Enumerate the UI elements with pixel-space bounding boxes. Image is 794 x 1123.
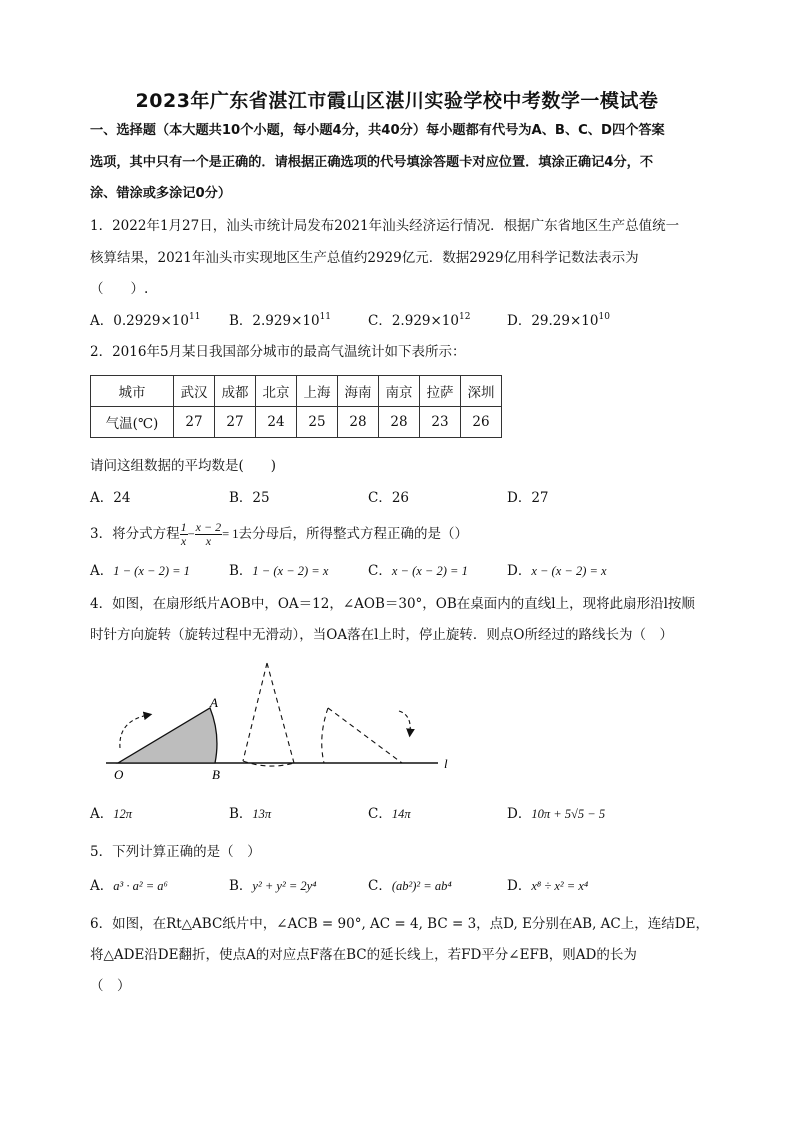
rotation-arrow-right [399,711,410,733]
sector-aob [118,708,217,763]
option-value: 1 − (x − 2) = x [252,564,329,578]
table-row-label: 气温(℃) [91,407,174,438]
option-label: B． [229,806,253,822]
option-value: 2.929×10 [391,313,459,329]
option-label: D． [507,878,532,894]
option-value: x − (x − 2) = 1 [391,564,468,578]
q1-option-a[interactable] [90,311,200,331]
q2-option-d[interactable] [507,488,549,508]
table-row [91,407,502,438]
table-cell-city: 北京 [256,376,297,407]
q2-question: 请问这组数据的平均数是( ) [90,458,277,474]
label-o: O [114,767,124,782]
table-header-cell: 城市 [91,376,174,407]
option-exponent: 12 [458,312,471,322]
option-label: A． [90,878,114,894]
table-cell-city: 武汉 [174,376,215,407]
option-exponent: 11 [319,312,332,322]
label-a: A [210,695,218,710]
option-value: x − (x − 2) = x [531,564,607,578]
option-value: 25 [252,490,270,506]
equals-one: = 1 [222,527,239,541]
option-value: 24 [113,490,131,506]
table-cell-city: 深圳 [461,376,502,407]
option-label: A． [90,490,114,506]
sector-rotated-tilted [322,708,402,763]
rotation-figure [100,655,470,785]
fraction-2 [195,521,222,548]
option-value: x⁸ ÷ x² = x⁴ [531,879,589,893]
label-b: B [212,767,220,782]
option-exponent: 11 [188,312,201,322]
q2-option-a[interactable] [90,488,130,508]
fraction-denominator: x [180,534,187,548]
table-cell-temp: 25 [297,407,338,438]
option-label: B． [229,490,253,506]
section-heading-line2: 选项，其中只有一个是正确的．请根据正确选项的代号填涂答题卡对应位置．填涂正确记4分，不 [90,155,654,170]
option-label: C． [368,878,392,894]
table-cell-city: 成都 [215,376,256,407]
option-label: D． [507,313,532,329]
q5-option-b[interactable] [229,876,317,896]
table-cell-city: 拉萨 [420,376,461,407]
option-value: 27 [531,490,549,506]
option-exponent: 10 [598,312,610,322]
fraction-numerator: 1 [180,520,187,534]
q4-option-b[interactable] [229,804,271,824]
option-value: 10π + 5√5 − 5 [531,807,606,821]
q5-option-a[interactable] [90,876,168,896]
q2-stem: 2．2016年5月某日我国部分城市的最高气温统计如下表所示： [90,344,466,360]
q3-option-c[interactable] [368,561,468,581]
option-label: C． [368,313,392,329]
q3-prefix: 3．将分式方程 [90,526,180,542]
q1-option-d[interactable] [507,311,610,331]
label-l: l [444,756,448,771]
q3-stem [90,520,710,548]
q1-stem-line1: 1．2022年1月27日，汕头市统计局发布2021年汕头经济运行情况．根据广东省地区生产总值统一 [90,218,680,234]
fraction-denominator: x [205,534,212,548]
table-cell-temp: 23 [420,407,461,438]
option-value: (ab²)² = ab⁴ [391,879,452,893]
option-value: 0.2929×10 [113,313,189,329]
sector-rotated-upright [243,663,294,766]
q1-stem-line2: 核算结果，2021年汕头市实现地区生产总值约2929亿元．数据2929亿用科学记数法表示为 [90,250,639,266]
option-label: C． [368,490,392,506]
q6-stem-line1: 6．如图，在Rt△ABC纸片中，∠ACB = 90°, AC = 4, BC = 3，点D, E分别在AB, AC上，连结DE， [90,916,709,932]
option-label: B． [229,563,253,579]
option-value: 26 [391,490,410,506]
option-value: a³ · a² = a⁶ [113,879,168,893]
minus-sign: − [187,527,195,541]
option-label: D． [507,806,532,822]
option-label: C． [368,806,392,822]
option-value: 1 − (x − 2) = 1 [113,564,190,578]
table-cell-temp: 27 [215,407,256,438]
option-value: 12π [113,807,133,821]
rotation-arrow-left [120,715,148,748]
table-cell-temp: 27 [174,407,215,438]
q5-option-d[interactable] [507,876,588,896]
q4-stem-line1: 4．如图，在扇形纸片AOB中，OA＝12，∠AOB＝30°，OB在桌面内的直线l上，现将此扇形沿l按顺 [90,596,695,612]
option-label: A． [90,313,114,329]
section-heading-line1: 一、选择题（本大题共10个小题，每小题4分，共40分）每小题都有代号为A、B、C、D四个答案 [90,123,665,138]
table-cell-temp: 24 [256,407,297,438]
table-cell-temp: 28 [338,407,379,438]
q6-stem-line3: （ ） [90,978,131,994]
fraction-1 [180,521,188,548]
option-label: B． [229,878,253,894]
option-label: B． [229,313,253,329]
table-cell-city: 南京 [379,376,420,407]
section-heading-line3: 涂、错涂或多涂记0分） [90,186,232,201]
q1-stem-line3: （ ）. [90,281,149,297]
q6-stem-line2: 将△ADE沿DE翻折，使点A的对应点F落在BC的延长线上，若FD平分∠EFB，则AD的长为 [90,947,637,963]
option-value: 13π [252,807,272,821]
q2-option-b[interactable] [229,488,270,508]
option-value: 14π [391,807,411,821]
table-cell-temp: 26 [461,407,502,438]
option-label: A． [90,563,114,579]
q1-option-c[interactable] [368,311,470,331]
table-row [91,376,502,407]
table-cell-temp: 28 [379,407,420,438]
option-value: 2.929×10 [252,313,320,329]
option-label: D． [507,563,532,579]
option-value: 29.29×10 [531,313,599,329]
q5-stem: 5．下列计算正确的是（ ） [90,844,261,860]
table-cell-city: 上海 [297,376,338,407]
q1-option-b[interactable] [229,311,331,331]
fraction-numerator: x − 2 [195,520,222,534]
page-title: 2023年广东省湛江市霞山区湛川实验学校中考数学一模试卷 [135,90,659,112]
q3-suffix: 去分母后，所得整式方程正确的是（） [238,526,469,542]
option-value: y² + y² = 2y⁴ [252,879,317,893]
q4-option-d[interactable] [507,804,605,824]
q2-option-c[interactable] [368,488,409,508]
option-label: A． [90,806,114,822]
q3-option-a[interactable] [90,561,190,581]
q4-option-a[interactable] [90,804,132,824]
q4-stem-line2: 时针方向旋转（旋转过程中无滑动），当OA落在l上时，停止旋转．则点O所经过的路线长为（ ） [90,627,673,643]
q5-option-c[interactable] [368,876,452,896]
option-label: C． [368,563,392,579]
table-cell-city: 海南 [338,376,379,407]
option-label: D． [507,490,532,506]
q3-option-b[interactable] [229,561,328,581]
temperature-table [90,375,502,438]
q3-option-d[interactable] [507,561,607,581]
q4-option-c[interactable] [368,804,411,824]
